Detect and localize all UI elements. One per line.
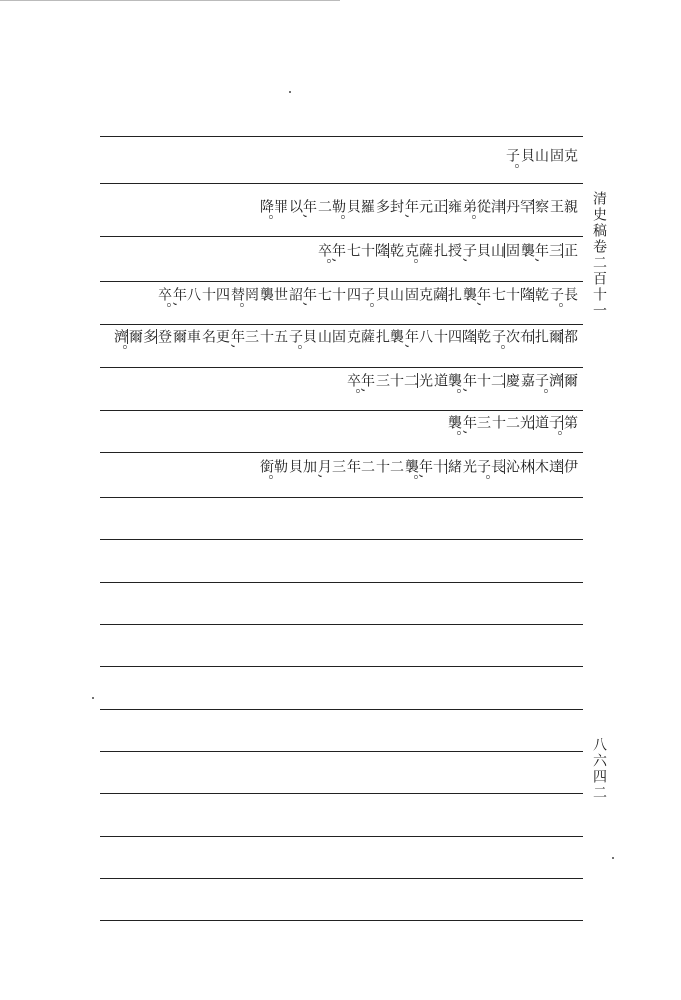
table-cell	[171, 287, 201, 308]
table-cell	[518, 415, 549, 430]
cell-text-column: 年,	[403, 329, 419, 350]
cell-text-column: 年,	[359, 373, 375, 394]
cell-text-column: 二	[388, 459, 404, 474]
cell-text-column: 子。	[359, 287, 375, 317]
table-cell	[518, 459, 549, 474]
cell-text-column: 山	[489, 243, 505, 258]
cell-text-column: 扎	[374, 329, 390, 344]
cell-text-column: 津	[489, 199, 505, 214]
cell-text-column: 勒	[272, 459, 288, 474]
cell-text-column: 隆	[460, 329, 476, 344]
cell-text-column: 七	[345, 243, 361, 258]
table-cell	[287, 459, 317, 474]
table-rule	[100, 367, 583, 368]
cell-text-column: 貝	[287, 459, 303, 474]
table-cell	[345, 287, 375, 317]
cell-text-column: 道	[432, 373, 448, 388]
cell-text-column: 光	[518, 415, 534, 430]
cell-text-column: 固	[330, 329, 346, 344]
ink-speck	[289, 91, 291, 93]
cell-text-column: 年,	[461, 373, 477, 394]
table-cell	[495, 148, 519, 178]
cell-text-column: 年,	[301, 287, 317, 308]
table-cell	[374, 329, 404, 344]
cell-text-column: 十	[330, 287, 346, 302]
cell-text-column: 子。	[475, 459, 491, 489]
cell-text-column: 木	[533, 459, 549, 474]
cell-text-column: 罪	[272, 199, 288, 214]
cell-text-column: 子。	[548, 287, 564, 317]
cell-text-column: 卒。	[316, 243, 332, 273]
cell-text-column: 月,	[316, 459, 332, 480]
table-cell	[432, 373, 462, 403]
cell-text-column: 羅	[359, 199, 375, 214]
cell-text-column: 二	[316, 199, 332, 214]
cell-text-column: 丹	[504, 199, 520, 214]
cell-text-column: 子。	[490, 329, 506, 359]
cell-text-column: 年,	[301, 199, 317, 220]
cell-text-column: 薩	[359, 329, 375, 344]
table-cell	[316, 329, 346, 344]
table-rule	[100, 236, 583, 237]
table-cell	[374, 373, 404, 388]
table-cell	[432, 243, 462, 258]
cell-text-column: 薩	[431, 287, 447, 302]
cell-text-column: 子。	[504, 148, 520, 178]
cell-text-column: 子,	[461, 243, 477, 264]
cell-text-column: 二	[489, 373, 505, 388]
cell-text-column: 緒	[446, 459, 462, 474]
table-cell	[519, 373, 549, 403]
cell-text-column: 克。	[403, 243, 419, 273]
table-cell	[287, 287, 317, 308]
cell-text-column: 卒。	[156, 287, 172, 317]
table-cell	[112, 329, 143, 359]
cell-text-column: 年,	[330, 243, 346, 264]
cell-text-column: 長	[489, 459, 505, 474]
table-cell	[490, 329, 520, 359]
table-cell	[548, 148, 578, 163]
cell-text-column: 爾	[547, 329, 563, 344]
cell-text-column: 克	[417, 287, 433, 302]
cell-text-column: 封	[388, 199, 404, 214]
cell-text-column: 光	[417, 373, 433, 388]
table-cell	[147, 287, 171, 317]
table-cell	[461, 287, 491, 308]
cell-text-column: 登	[156, 329, 172, 344]
cell-text-column: 以	[287, 199, 303, 214]
table-cell	[431, 199, 462, 214]
table-rule	[100, 452, 583, 453]
cell-text-column: 三	[330, 459, 346, 474]
table-cell	[432, 329, 462, 344]
table-cell	[258, 459, 288, 489]
table-rule	[100, 709, 583, 710]
cell-text-column: 勒。	[330, 199, 346, 229]
cell-text-column: 沁	[504, 459, 520, 474]
table-cell	[200, 329, 230, 344]
cell-text-column: 貝	[301, 329, 317, 344]
table-cell	[374, 199, 404, 214]
cell-text-column: 貝	[519, 148, 535, 163]
cell-text-column: 年,	[229, 329, 245, 350]
cell-text-column: 襲	[461, 287, 477, 302]
table-rule	[100, 582, 583, 583]
table-cell	[316, 199, 346, 229]
cell-text-column: 從	[475, 199, 491, 214]
cell-text-column: 扎	[446, 287, 462, 302]
table-cell	[547, 243, 578, 258]
cell-text-column: 長	[562, 287, 578, 302]
cell-text-column: 卒。	[345, 373, 361, 403]
table-rule	[100, 836, 583, 837]
table-rule	[100, 878, 583, 879]
table-rule	[100, 920, 583, 921]
cell-text-column: 銜。	[258, 459, 274, 489]
table-cell	[490, 287, 520, 302]
cell-text-column: 襲。	[403, 459, 419, 489]
table-rule	[100, 539, 583, 540]
cell-text-column: 扎	[432, 243, 448, 258]
cell-text-column: 達	[547, 459, 563, 474]
table-cell	[461, 373, 491, 394]
scan-top-edge	[0, 0, 340, 1]
cell-text-column: 多	[141, 329, 157, 344]
table-cell	[489, 459, 520, 474]
table-rule	[100, 793, 583, 794]
cell-text-column: 第	[562, 415, 578, 430]
table-cell	[403, 459, 433, 489]
cell-text-column: 十	[432, 329, 448, 344]
cell-text-column: 正	[431, 199, 447, 214]
cell-text-column: 十	[359, 243, 375, 258]
cell-text-column: 慶	[504, 373, 520, 388]
table-cell	[489, 243, 520, 258]
table-cell	[287, 329, 317, 359]
cell-text-column: 子。	[547, 415, 563, 445]
cell-text-column: 授	[446, 243, 462, 258]
cell-text-column: 十	[200, 287, 216, 302]
table-rule	[100, 666, 583, 667]
cell-text-column: 伊	[562, 459, 578, 474]
cell-text-column: 名	[200, 329, 216, 344]
cell-text-column: 固	[548, 148, 564, 163]
cell-text-column: 二	[504, 415, 520, 430]
cell-text-column: 七	[490, 287, 506, 302]
table-cell	[258, 199, 288, 229]
table-cell	[461, 199, 491, 229]
cell-text-column: 十	[475, 373, 491, 388]
table-cell	[518, 287, 549, 302]
cell-text-column: 正	[562, 243, 578, 258]
table-cell	[316, 243, 346, 273]
cell-text-column: 襲。	[446, 373, 462, 403]
table-cell	[141, 329, 172, 344]
cell-text-column: 替。	[229, 287, 245, 317]
cell-text-column: 山	[388, 287, 404, 302]
table-cell	[316, 459, 346, 480]
table-cell	[345, 199, 375, 214]
cell-text-column: 克	[562, 148, 578, 163]
ink-speck	[92, 697, 94, 699]
cell-text-column: 加	[301, 459, 317, 474]
table-cell	[403, 329, 433, 350]
table-cell	[403, 243, 433, 273]
table-rule	[100, 624, 583, 625]
cell-text-column: 世	[272, 287, 288, 302]
table-cell	[431, 459, 462, 474]
cell-text-column: 多	[374, 199, 390, 214]
cell-text-column: 四	[214, 287, 230, 302]
cell-text-column: 襲	[258, 287, 274, 302]
table-cell	[373, 243, 404, 258]
cell-text-column: 五	[272, 329, 288, 344]
table-cell	[460, 329, 491, 344]
cell-text-column: 山	[316, 329, 332, 344]
cell-text-column: 爾	[562, 373, 578, 388]
cell-text-column: 扎	[533, 329, 549, 344]
table-cell	[461, 415, 491, 436]
table-cell	[403, 199, 433, 220]
table-cell	[518, 199, 549, 214]
cell-text-column: 布	[518, 329, 534, 344]
cell-text-column: 十	[374, 459, 390, 474]
cell-text-column: 二	[402, 373, 418, 388]
cell-text-column: 罕	[518, 199, 534, 214]
table-cell	[403, 287, 433, 302]
cell-text-column: 三	[547, 243, 563, 258]
cell-text-column: 年,	[461, 415, 477, 436]
cell-text-column: 年,	[533, 243, 549, 264]
cell-text-column: 克	[345, 329, 361, 344]
cell-text-column: 八	[185, 287, 201, 302]
cell-text-column: 三	[374, 373, 390, 388]
cell-text-column: 弟。	[461, 199, 477, 229]
cell-text-column: 子。	[287, 329, 303, 359]
table-cell	[437, 415, 461, 445]
cell-text-column: 親	[562, 199, 578, 214]
table-cell	[345, 243, 375, 258]
cell-text-column: 車	[185, 329, 201, 344]
cell-text-column: 固	[403, 287, 419, 302]
table-cell	[547, 459, 578, 474]
cell-text-column: 年,	[403, 199, 419, 220]
cell-text-column: 更	[214, 329, 230, 344]
cell-text-column: 四	[446, 329, 462, 344]
cell-text-column: 貝	[374, 287, 390, 302]
table-cell	[374, 459, 404, 474]
cell-text-column: 道	[533, 415, 549, 430]
table-cell	[519, 243, 549, 264]
cell-text-column: 山	[533, 148, 549, 163]
table-cell	[548, 287, 578, 317]
cell-text-column: 薩	[417, 243, 433, 258]
cell-text-column: 貝	[345, 199, 361, 214]
cell-text-column: 七	[316, 287, 332, 302]
cell-text-column: 光	[461, 459, 477, 474]
cell-text-column: 十	[431, 459, 447, 474]
cell-text-column: 乾	[533, 287, 549, 302]
cell-text-column: 襲	[519, 243, 535, 258]
side-title: 清史稿卷二百十一	[591, 191, 607, 319]
cell-text-column: 四	[345, 287, 361, 302]
cell-text-column: 濟	[547, 373, 563, 388]
cell-text-column: 貝	[475, 243, 491, 258]
table-cell	[461, 459, 491, 489]
cell-text-column: 十	[504, 287, 520, 302]
table-cell	[547, 415, 578, 445]
cell-text-column: 三	[475, 415, 491, 430]
table-cell	[519, 148, 549, 163]
table-rule	[100, 183, 583, 184]
table-cell	[374, 287, 404, 302]
cell-text-column: 察	[533, 199, 549, 214]
table-cell	[316, 287, 346, 302]
table-cell	[402, 373, 433, 388]
table-cell	[489, 373, 520, 388]
cell-text-column: 隆	[373, 243, 389, 258]
table-cell	[200, 287, 230, 302]
table-rule	[100, 497, 583, 498]
cell-text-column: 爾	[127, 329, 143, 344]
cell-text-column: 襲。	[446, 415, 462, 445]
table-rule	[100, 324, 583, 325]
cell-text-column: 固	[504, 243, 520, 258]
ink-speck	[612, 857, 614, 859]
cell-text-column: 年,	[171, 287, 187, 308]
cell-text-column: 二	[359, 459, 375, 474]
table-cell	[548, 199, 578, 214]
table-cell	[345, 459, 375, 474]
cell-text-column: 乾	[388, 243, 404, 258]
table-cell	[229, 329, 259, 350]
cell-text-column: 次	[504, 329, 520, 344]
page-number: 八六四二	[591, 737, 607, 801]
table-cell	[229, 287, 259, 317]
cell-text-column: 年,	[417, 459, 433, 480]
cell-text-column: 十	[388, 373, 404, 388]
table-rule	[100, 751, 583, 752]
table-rule	[100, 410, 583, 411]
table-rule	[100, 136, 583, 137]
cell-text-column: 三	[243, 329, 259, 344]
cell-text-column: 襲	[388, 329, 404, 344]
cell-text-column: 雍	[446, 199, 462, 214]
table-cell	[547, 329, 578, 344]
cell-text-column: 都	[562, 329, 578, 344]
cell-text-column: 十	[490, 415, 506, 430]
cell-text-column: 年	[345, 459, 361, 474]
cell-text-column: 八	[417, 329, 433, 344]
cell-text-column: 子。	[533, 373, 549, 403]
cell-text-column: 罔	[243, 287, 259, 302]
cell-text-column: 林	[518, 459, 534, 474]
table-cell	[461, 243, 491, 264]
table-cell	[431, 287, 462, 302]
table-cell	[490, 415, 520, 430]
cell-text-column: 降。	[258, 199, 274, 229]
table-cell	[258, 329, 288, 344]
table-cell	[345, 329, 375, 344]
table-rule	[100, 281, 583, 282]
table-cell	[345, 373, 375, 403]
cell-text-column: 隆	[518, 287, 534, 302]
table-cell	[547, 373, 578, 388]
cell-text-column: 詔	[287, 287, 303, 302]
table-cell	[518, 329, 549, 344]
cell-text-column: 乾	[475, 329, 491, 344]
table-cell	[171, 329, 201, 344]
table-cell	[258, 287, 288, 302]
cell-text-column: 王	[548, 199, 564, 214]
cell-text-column: 十	[258, 329, 274, 344]
cell-text-column: 濟。	[112, 329, 128, 359]
table-cell	[489, 199, 520, 214]
cell-text-column: 元	[417, 199, 433, 214]
cell-text-column: 年,	[475, 287, 491, 308]
cell-text-column: 嘉	[519, 373, 535, 388]
cell-text-column: 爾	[171, 329, 187, 344]
table-cell	[287, 199, 317, 220]
